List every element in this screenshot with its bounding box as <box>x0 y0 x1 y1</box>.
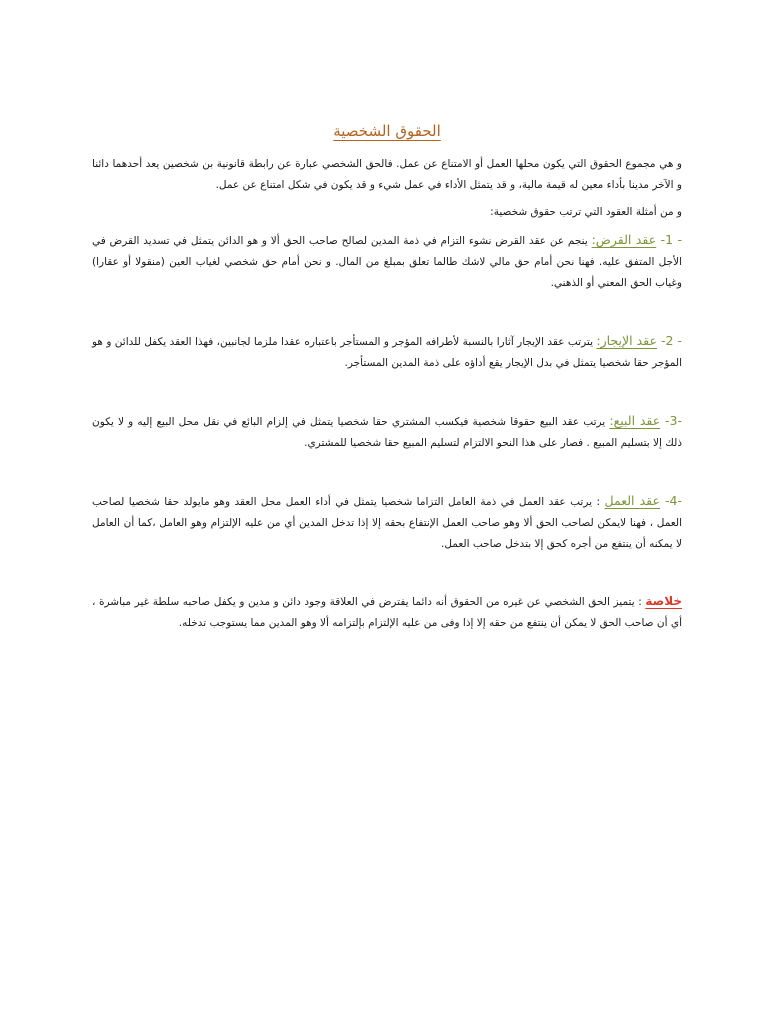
summary-heading: خلاصة <box>645 594 682 608</box>
section-text: يرتب عقد البيع حقوقا شخصية فيكسب المشتري حقا شخصيا يتمثل في إلزام البائع في نقل محل البيع إليه و لا يكون ذلك إلا بتسليم المبيع . فصار على هذا النحو الالتزام لتسليم المبيع حقا شخصيا للمشتري. <box>92 416 682 449</box>
summary-paragraph <box>92 591 682 634</box>
section-text: ينجم عن عقد القرض نشوء التزام في ذمة المدين لصالح صاحب الحق ألا و هو الدائن يتمثل في تسديد القرض في الأجل المتفق عليه. فهنا نحن أمام حق مالي لاشك طالما تعلق بمبلغ من المال. و نحن أمام حق شخصي لغياب العين (منقولا أو عقارا) وغياب الحق المعني أو الذهني. <box>92 235 682 289</box>
section-number: -4- <box>665 493 682 508</box>
section-number: -3- <box>665 413 682 428</box>
section-text: : يرتب عقد العمل في ذمة العامل التزاما شخصيا يتمثل في أداء العمل محل العقد وهو مايولد حقا شخصيا لصاحب العمل ، فهنا لايمكن لصاحب الحق ألا وهو صاحب العمل الإنتفاع بحقه إلا إذا تدخل المدين أي من عليه الإلتزام وهو العامل ،كما أن العامل لا يمكنه أن ينتفع من أجره كحق إلا بتدخل صاحب العمل. <box>92 496 682 550</box>
section-heading <box>596 333 682 348</box>
section-title: عقد العمل <box>604 493 660 508</box>
section-number: - 1- <box>660 232 682 247</box>
section-loan <box>92 229 682 294</box>
document-title: الحقوق الشخصية <box>333 122 441 140</box>
section-number: - 2- <box>661 333 683 348</box>
intro-paragraph: و هي مجموع الحقوق التي يكون محلها العمل أو الامتناع عن عمل. فالحق الشخصي عبارة عن رابطة قانونية بن شخصين يعد أحدهما دائنا و الآخر مدينا بأداء معين له قيمة مالية، و قد يتمثل الأداء في عمل شيء و قد يكون في شكل امتناع عن عمل. <box>92 158 682 191</box>
document-page <box>92 122 682 634</box>
section-title: عقد الإيجار: <box>596 333 657 348</box>
section-text: يترتب عقد الإيجار آثارا بالنسبة لأطرافه المؤجر و المستأجر باعتباره عقدا ملزما لجانبين، فهذا العقد يكفل للدائن و هو المؤجر حقا شخصيا يتمثل في بدل الإيجار يقع أداؤه على ذمة المدين المستأجر. <box>92 336 682 369</box>
section-title: عقد البيع: <box>609 413 661 428</box>
section-title: عقد القرض: <box>591 232 657 247</box>
section-heading <box>609 413 682 428</box>
summary-text: : يتميز الحق الشخصي عن غيره من الحقوق أنه دائما يفترض في العلاقة وجود دائن و مدين و يكفل صاحبه سلطة غير مباشرة ، أي أن صاحب الحق لا يمكن أن ينتفع من حقه إلا إذا وفى من عليه الإلتزام بإلتزامه ألا وهو المدين مما يستوجب تدخله. <box>92 596 682 629</box>
section-work <box>92 490 682 555</box>
section-sale <box>92 410 682 454</box>
section-heading <box>592 232 682 247</box>
section-heading <box>605 493 683 508</box>
section-lease <box>92 330 682 374</box>
examples-intro: و من أمثلة العقود التي ترتب حقوق شخصية: <box>490 206 682 218</box>
